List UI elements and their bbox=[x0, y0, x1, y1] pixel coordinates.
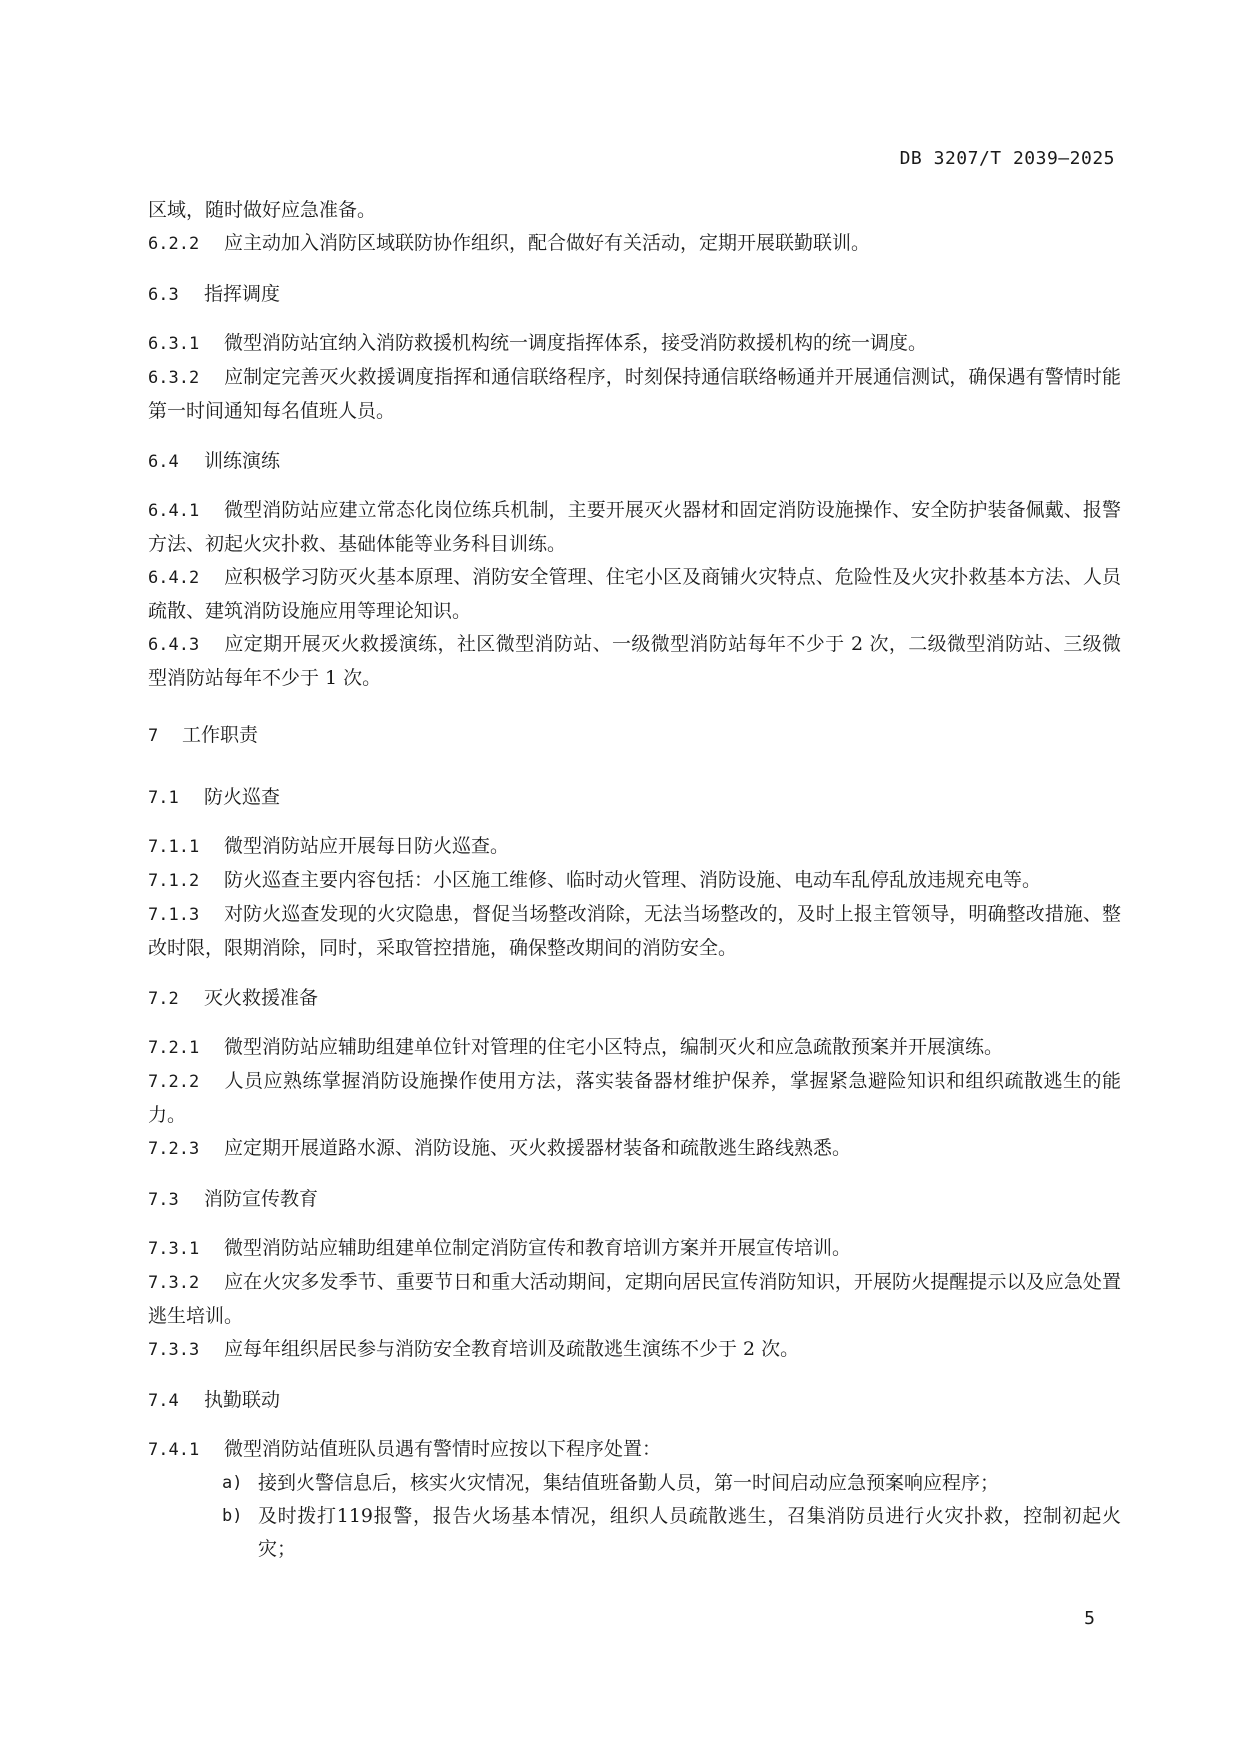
clause-text: 微型消防站应辅助组建单位制定消防宣传和教育培训方案并开展宣传培训。 bbox=[224, 1237, 852, 1259]
clause-text: 应定期开展灭火救援演练，社区微型消防站、一级微型消防站每年不少于 2 次，二级微型消防站、三级微型消防站每年不少于 1 次。 bbox=[148, 633, 1121, 689]
section-6-3-heading bbox=[148, 278, 1121, 312]
clause-6-4-3 bbox=[148, 628, 1121, 695]
clause-7-3-3 bbox=[148, 1333, 1121, 1367]
section-number: 7.3 bbox=[148, 1190, 179, 1210]
clause-6-2-2 bbox=[148, 227, 1121, 261]
clause-6-4-2 bbox=[148, 561, 1121, 628]
clause-number: 6.3.1 bbox=[148, 334, 200, 354]
section-number: 7.4 bbox=[148, 1391, 179, 1411]
clause-number: 6.4.3 bbox=[148, 635, 200, 655]
clause-number: 7.1.3 bbox=[148, 905, 200, 925]
clause-number: 6.2.2 bbox=[148, 234, 200, 254]
clause-6-3-1 bbox=[148, 327, 1121, 361]
clause-text: 应积极学习防灭火基本原理、消防安全管理、住宅小区及商铺火灾特点、危险性及火灾扑救基本方法、人员疏散、建筑消防设施应用等理论知识。 bbox=[148, 566, 1121, 622]
clause-7-1-1 bbox=[148, 830, 1121, 864]
section-number: 7.2 bbox=[148, 989, 179, 1009]
section-title: 训练演练 bbox=[204, 450, 281, 472]
clause-text: 微型消防站值班队员遇有警情时应按以下程序处置： bbox=[224, 1438, 662, 1460]
section-number: 6.4 bbox=[148, 452, 179, 472]
clause-6-3-2 bbox=[148, 361, 1121, 428]
section-6-4-heading bbox=[148, 445, 1121, 479]
clause-number: 6.4.2 bbox=[148, 568, 200, 588]
chapter-number: 7 bbox=[148, 726, 159, 746]
clause-number: 7.2.3 bbox=[148, 1139, 200, 1159]
clause-6-4-1 bbox=[148, 494, 1121, 561]
section-7-3-heading bbox=[148, 1183, 1121, 1217]
chapter-title: 工作职责 bbox=[182, 724, 259, 746]
clause-text: 应主动加入消防区域联防协作组织，配合做好有关活动，定期开展联勤联训。 bbox=[224, 232, 871, 254]
clause-text: 微型消防站应开展每日防火巡查。 bbox=[224, 835, 510, 857]
continuation-text: 区域，随时做好应急准备。 bbox=[148, 199, 377, 221]
section-number: 7.1 bbox=[148, 788, 179, 808]
clause-text: 微型消防站宜纳入消防救援机构统一调度指挥体系，接受消防救援机构的统一调度。 bbox=[224, 332, 928, 354]
section-title: 防火巡查 bbox=[204, 786, 281, 808]
standard-code: DB 3207/T 2039—2025 bbox=[899, 148, 1115, 169]
clause-number: 7.3.3 bbox=[148, 1340, 200, 1360]
chapter-7-heading bbox=[148, 719, 1121, 753]
clause-number: 7.4.1 bbox=[148, 1440, 200, 1460]
clause-text: 人员应熟练掌握消防设施操作使用方法，落实装备器材维护保养，掌握紧急避险知识和组织疏散逃生的能力。 bbox=[148, 1070, 1121, 1126]
section-title: 消防宣传教育 bbox=[204, 1188, 319, 1210]
clause-number: 7.2.2 bbox=[148, 1072, 200, 1092]
clause-number: 7.1.1 bbox=[148, 837, 200, 857]
clause-number: 7.1.2 bbox=[148, 871, 200, 891]
clause-text: 对防火巡查发现的火灾隐患，督促当场整改消除，无法当场整改的，及时上报主管领导，明确整改措施、整改时限，限期消除，同时，采取管控措施，确保整改期间的消防安全。 bbox=[148, 903, 1121, 959]
clause-number: 7.3.2 bbox=[148, 1273, 200, 1293]
section-7-4-heading bbox=[148, 1384, 1121, 1418]
clause-7-2-3 bbox=[148, 1132, 1121, 1166]
clause-7-3-1 bbox=[148, 1232, 1121, 1266]
list-marker: a) bbox=[222, 1473, 243, 1493]
section-title: 执勤联动 bbox=[204, 1389, 281, 1411]
section-7-2-heading bbox=[148, 982, 1121, 1016]
page-number: 5 bbox=[1084, 1608, 1095, 1629]
section-title: 指挥调度 bbox=[204, 283, 281, 305]
section-number: 6.3 bbox=[148, 285, 179, 305]
clause-7-2-2 bbox=[148, 1065, 1121, 1132]
clause-7-2-1 bbox=[148, 1031, 1121, 1065]
clause-number: 7.3.1 bbox=[148, 1239, 200, 1259]
clause-number: 7.2.1 bbox=[148, 1038, 200, 1058]
list-text: 接到火警信息后，核实火灾情况，集结值班备勤人员，第一时间启动应急预案响应程序； bbox=[258, 1472, 1000, 1494]
document-body bbox=[148, 194, 1121, 1566]
list-text: 及时拨打119报警，报告火场基本情况，组织人员疏散逃生，召集消防员进行火灾扑救，控制初起火灾； bbox=[258, 1505, 1121, 1560]
clause-number: 6.3.2 bbox=[148, 368, 200, 388]
clause-text: 应在火灾多发季节、重要节日和重大活动期间，定期向居民宣传消防知识，开展防火提醒提示以及应急处置逃生培训。 bbox=[148, 1271, 1121, 1327]
list-item-b bbox=[222, 1500, 1121, 1566]
clause-text: 防火巡查主要内容包括：小区施工维修、临时动火管理、消防设施、电动车乱停乱放违规充电等。 bbox=[224, 869, 1042, 891]
clause-number: 6.4.1 bbox=[148, 501, 200, 521]
section-7-1-heading bbox=[148, 781, 1121, 815]
clause-text: 应定期开展道路水源、消防设施、灭火救援器材装备和疏散逃生路线熟悉。 bbox=[224, 1137, 852, 1159]
clause-text: 应制定完善灭火救援调度指挥和通信联络程序，时刻保持通信联络畅通并开展通信测试，确保遇有警情时能第一时间通知每名值班人员。 bbox=[148, 366, 1121, 422]
list-marker: b) bbox=[222, 1506, 243, 1526]
section-title: 灭火救援准备 bbox=[204, 987, 319, 1009]
clause-7-1-3 bbox=[148, 898, 1121, 965]
list-item-a bbox=[222, 1467, 1121, 1500]
clause-text: 微型消防站应建立常态化岗位练兵机制，主要开展灭火器材和固定消防设施操作、安全防护装备佩戴、报警方法、初起火灾扑救、基础体能等业务科目训练。 bbox=[148, 499, 1121, 555]
clause-7-4-1 bbox=[148, 1433, 1121, 1467]
clause-text: 应每年组织居民参与消防安全教育培训及疏散逃生演练不少于 2 次。 bbox=[224, 1338, 800, 1360]
clause-text: 微型消防站应辅助组建单位针对管理的住宅小区特点，编制灭火和应急疏散预案并开展演练。 bbox=[224, 1036, 1004, 1058]
clause-7-3-2 bbox=[148, 1266, 1121, 1333]
clause-7-1-2 bbox=[148, 864, 1121, 898]
